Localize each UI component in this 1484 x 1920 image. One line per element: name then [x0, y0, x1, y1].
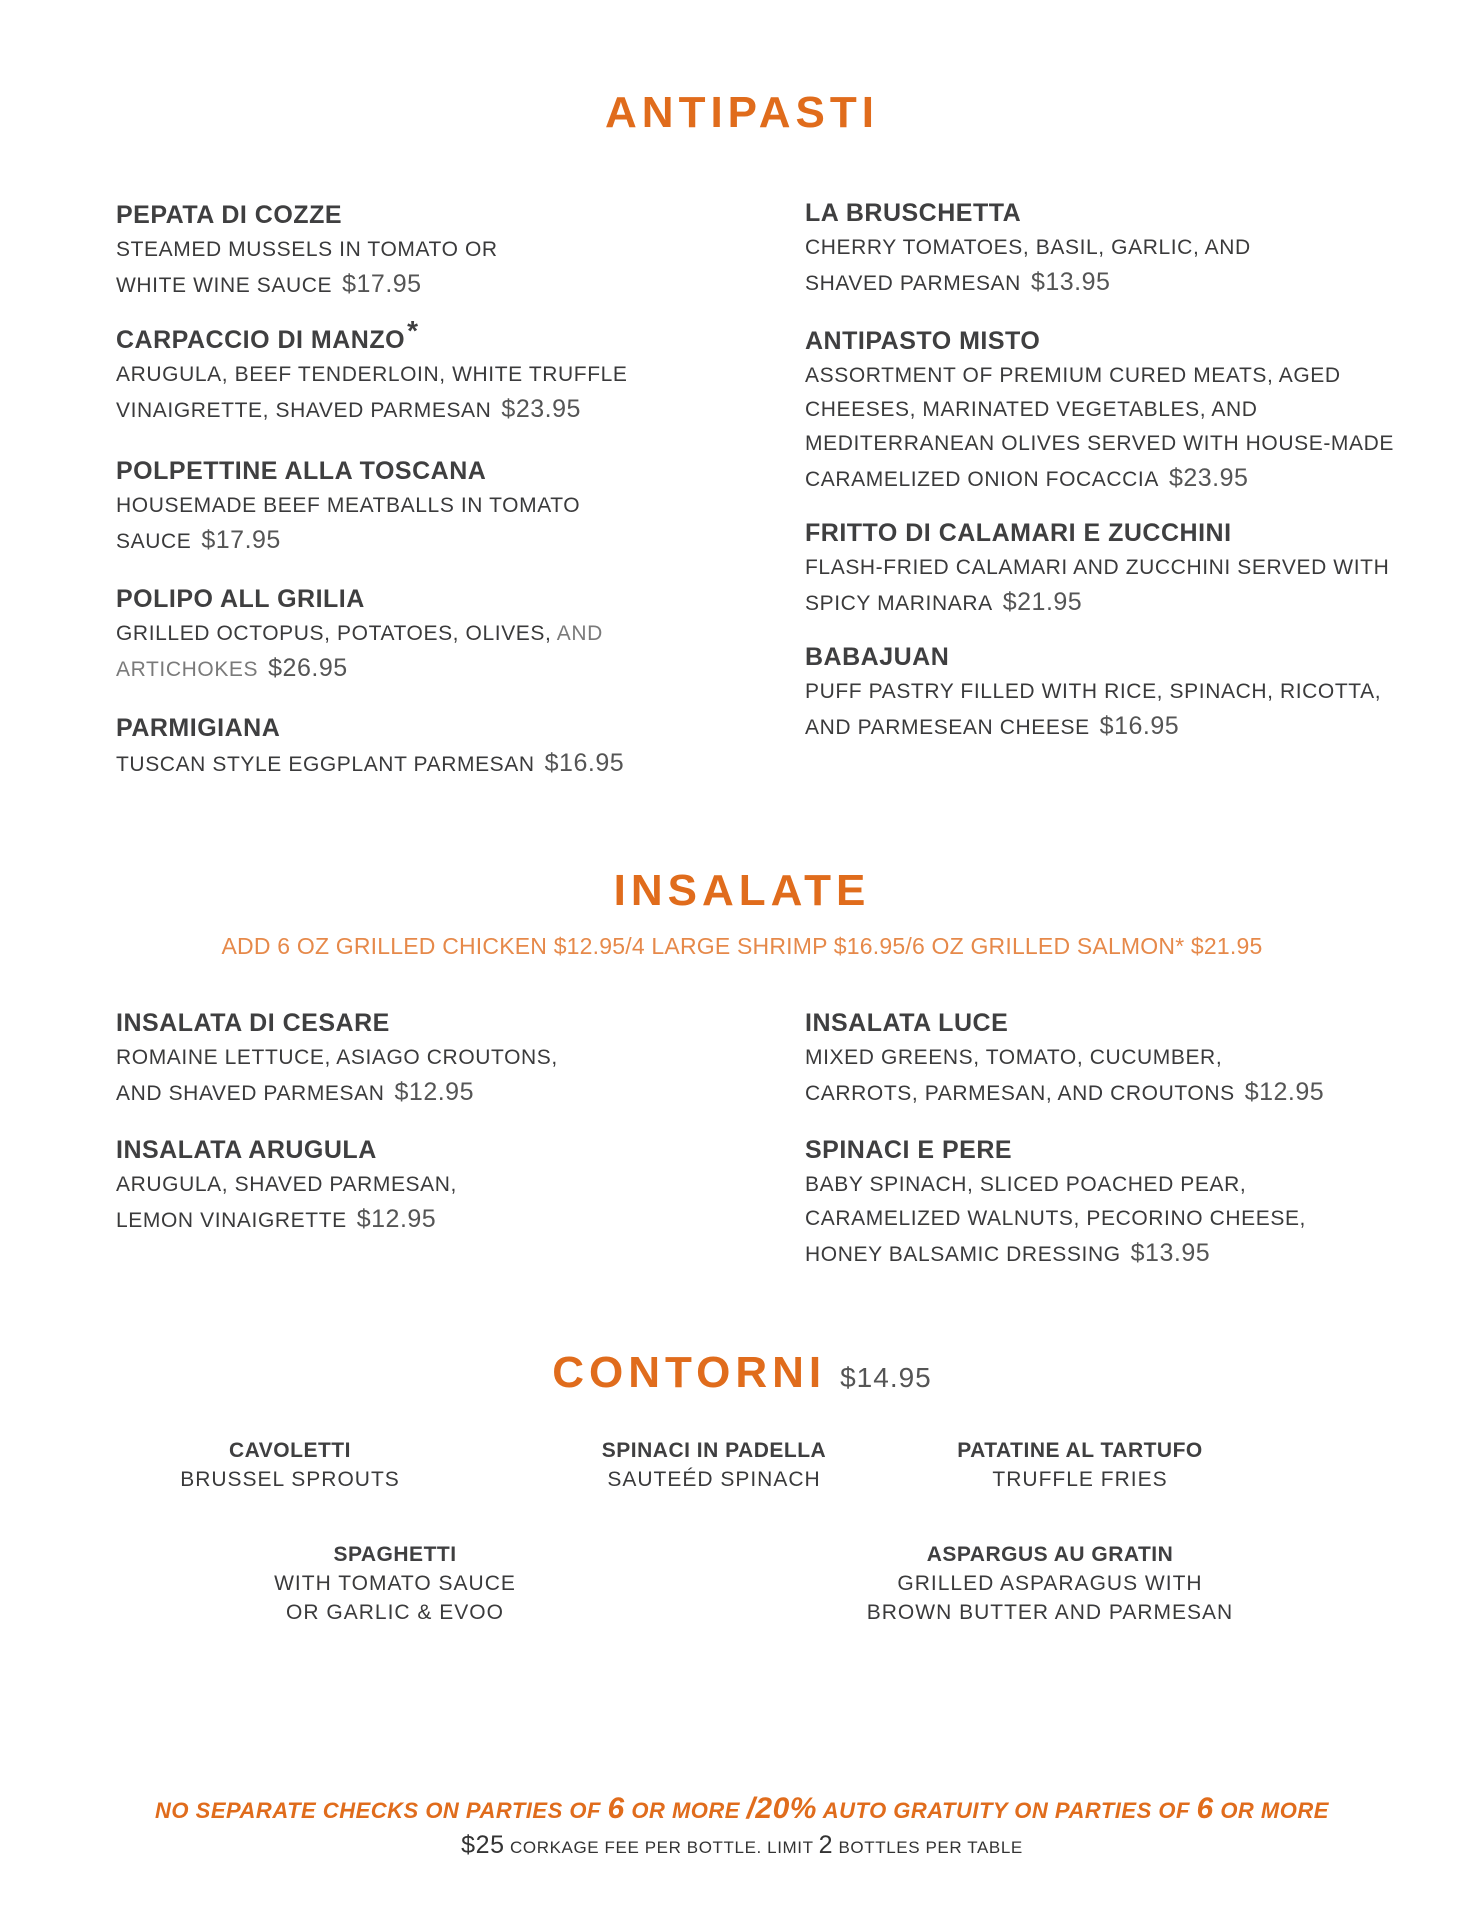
item-price: $23.95 — [501, 395, 581, 423]
menu-item-polpettine-alla-toscana — [116, 456, 756, 559]
item-desc: ASSORTMENT OF PREMIUM CURED MEATS, AGED CHEESES, MARINATED VEGETABLES, AND MEDITERRANEAN OLIVES SERVED WITH HOUSE-MADE CARAMELIZED ONION FOCACCIA $23.95 — [805, 364, 1394, 492]
item-desc: BABY SPINACH, SLICED POACHED PEAR, CARAMELIZED WALNUTS, PECORINO CHEESE, HONEY BALSAMIC DRESSING $13.95 — [805, 1173, 1306, 1267]
side-desc: GRILLED ASPARAGUS WITH — [897, 1572, 1203, 1595]
item-desc: CHERRY TOMATOES, BASIL, GARLIC, AND SHAVED PARMESAN $13.95 — [805, 236, 1251, 296]
side-desc: OR GARLIC & EVOO — [286, 1601, 504, 1624]
item-name: INSALATA ARUGULA — [116, 1136, 377, 1164]
side-name: SPINACI IN PADELLA — [601, 1439, 827, 1462]
item-desc: FLASH-FRIED CALAMARI AND ZUCCHINI SERVED WITH SPICY MARINARA $21.95 — [805, 556, 1390, 616]
section-title-antipasti: ANTIPASTI — [605, 88, 879, 137]
item-desc: MIXED GREENS, TOMATO, CUCUMBER, CARROTS, PARMESAN, AND CROUTONS $12.95 — [805, 1046, 1325, 1106]
menu-item-la-bruschetta — [805, 198, 1445, 301]
item-price: $13.95 — [1030, 268, 1111, 296]
raw-item-marker: * — [407, 315, 419, 346]
menu-item-spinaci-e-pere — [805, 1135, 1445, 1272]
item-price: $12.95 — [394, 1078, 474, 1106]
menu-item-insalata-di-cesare — [116, 1008, 756, 1111]
menu-item-insalata-arugula — [116, 1135, 756, 1238]
side-item-cavoletti — [110, 1436, 470, 1494]
item-name: SPINACI E PERE — [805, 1136, 1013, 1164]
item-price: $23.95 — [1168, 464, 1249, 492]
side-item-aspargus-au-gratin — [850, 1540, 1250, 1627]
side-name: PATATINE AL TARTUFO — [957, 1439, 1203, 1462]
item-name: POLPETTINE ALLA TOSCANA — [116, 457, 487, 485]
item-name: CARPACCIO DI MANZO* — [116, 315, 419, 354]
section-title-contorni — [0, 1348, 1484, 1398]
menu-item-parmigiana — [116, 713, 756, 782]
item-name: ANTIPASTO MISTO — [805, 327, 1041, 355]
section-title-insalate: INSALATE — [613, 866, 871, 915]
side-desc: BROWN BUTTER AND PARMESAN — [866, 1601, 1234, 1624]
menu-item-carpaccio-di-manzo — [116, 315, 756, 428]
item-desc: PUFF PASTRY FILLED WITH RICE, SPINACH, RICOTTA, AND PARMESEAN CHEESE $16.95 — [805, 680, 1382, 740]
menu-item-polipo-all-grilia — [116, 584, 756, 687]
item-name: PARMIGIANA — [116, 714, 281, 742]
item-price: $13.95 — [1130, 1239, 1211, 1267]
side-name: CAVOLETTI — [229, 1439, 351, 1462]
item-desc: GRILLED OCTOPUS, POTATOES, OLIVES, AND ARTICHOKES $26.95 — [116, 622, 603, 682]
item-desc: ARUGULA, BEEF TENDERLOIN, WHITE TRUFFLE VINAIGRETTE, SHAVED PARMESAN $23.95 — [116, 363, 628, 423]
item-price: $16.95 — [1099, 712, 1180, 740]
menu-item-pepata-di-cozze — [116, 200, 756, 303]
side-desc: BRUSSEL SPROUTS — [180, 1468, 400, 1491]
menu-item-antipasto-misto — [805, 326, 1445, 497]
contorni-price: $14.95 — [840, 1362, 932, 1393]
item-name: LA BRUSCHETTA — [805, 199, 1022, 227]
contorni-title: CONTORNI — [552, 1348, 827, 1397]
item-desc: STEAMED MUSSELS IN TOMATO OR WHITE WINE SAUCE $17.95 — [116, 238, 498, 298]
menu-item-babajuan — [805, 642, 1445, 745]
item-name: PEPATA DI COZZE — [116, 201, 343, 229]
item-price: $17.95 — [342, 270, 422, 298]
side-name: SPAGHETTI — [333, 1543, 457, 1566]
item-price: $16.95 — [544, 749, 625, 777]
item-price: $12.95 — [1244, 1078, 1325, 1106]
side-desc: SAUTEÉD SPINACH — [607, 1468, 821, 1491]
item-name: INSALATA LUCE — [805, 1009, 1009, 1037]
item-name: POLIPO ALL GRILIA — [116, 585, 365, 613]
item-price: $17.95 — [201, 526, 281, 554]
item-price: $12.95 — [356, 1205, 437, 1233]
item-price: $21.95 — [1002, 588, 1083, 616]
party-policy-note: NO SEPARATE CHECKS ON PARTIES OF 6 OR MORE /20% AUTO GRATUITY ON PARTIES OF 6 OR MORE — [155, 1792, 1329, 1825]
item-name: FRITTO DI CALAMARI E ZUCCHINI — [805, 519, 1232, 547]
item-desc: ROMAINE LETTUCE, ASIAGO CROUTONS, AND SHAVED PARMESAN $12.95 — [116, 1046, 558, 1106]
item-desc: HOUSEMADE BEEF MEATBALLS IN TOMATO SAUCE $17.95 — [116, 494, 581, 554]
side-desc: TRUFFLE FRIES — [992, 1468, 1168, 1491]
insalate-addon-note: ADD 6 OZ GRILLED CHICKEN $12.95/4 LARGE SHRIMP $16.95/6 OZ GRILLED SALMON* $21.95 — [221, 933, 1263, 959]
corkage-fee-note: $25 CORKAGE FEE PER BOTTLE. LIMIT 2 BOTTLES PER TABLE — [461, 1831, 1023, 1859]
item-name: BABAJUAN — [805, 643, 950, 671]
item-price: $26.95 — [268, 654, 348, 682]
item-desc: ARUGULA, SHAVED PARMESAN, LEMON VINAIGRETTE $12.95 — [116, 1173, 457, 1233]
side-item-spinaci-in-padella — [534, 1436, 894, 1494]
menu-item-insalata-luce — [805, 1008, 1445, 1111]
side-item-patatine-al-tartufo — [900, 1436, 1260, 1494]
item-desc: TUSCAN STYLE EGGPLANT PARMESAN $16.95 — [116, 749, 625, 777]
side-name: ASPARGUS AU GRATIN — [926, 1543, 1174, 1566]
item-name: INSALATA DI CESARE — [116, 1009, 390, 1037]
side-desc: WITH TOMATO SAUCE — [274, 1572, 516, 1595]
side-item-spaghetti — [215, 1540, 575, 1627]
menu-item-fritto-di-calamari — [805, 518, 1445, 621]
